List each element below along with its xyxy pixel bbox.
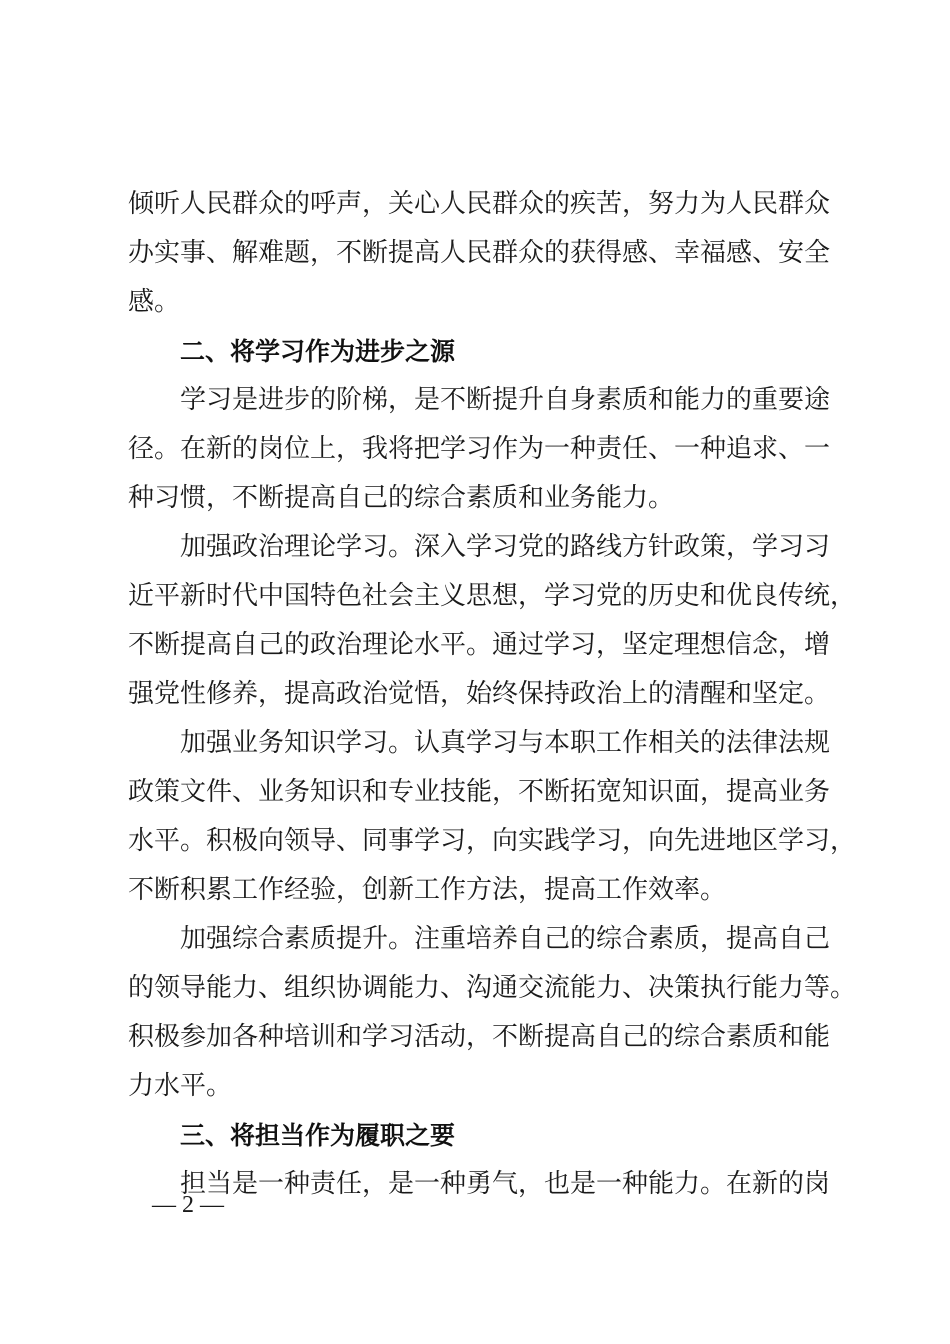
text-line: 倾听人民群众的呼声，关心人民群众的疾苦，努力为人民群众 xyxy=(128,189,831,219)
text-line: 强党性修养，提高政治觉悟，始终保持政治上的清醒和坚定。 xyxy=(128,679,831,709)
text-line: 加强业务知识学习。认真学习与本职工作相关的法律法规 xyxy=(180,728,831,758)
text-line: 的领导能力、组织协调能力、沟通交流能力、决策执行能力等。 xyxy=(128,973,857,1003)
text-line: 近平新时代中国特色社会主义思想，学习党的历史和优良传统， xyxy=(128,581,857,611)
text-line: 加强综合素质提升。注重培养自己的综合素质，提高自己 xyxy=(180,924,831,954)
text-line: 感。 xyxy=(128,287,181,317)
paragraph-1 xyxy=(128,180,830,327)
text-line: 加强政治理论学习。深入学习党的路线方针政策，学习习 xyxy=(180,532,831,562)
text-line: 种习惯，不断提高自己的综合素质和业务能力。 xyxy=(128,483,675,513)
paragraph-4 xyxy=(128,719,857,915)
section-heading-2: 二、将学习作为进步之源 xyxy=(180,337,456,366)
paragraph-2 xyxy=(128,376,830,523)
text-line: 政策文件、业务知识和专业技能，不断拓宽知识面，提高业务 xyxy=(128,777,831,807)
text-line: 水平。积极向领导、同事学习，向实践学习，向先进地区学习， xyxy=(128,826,857,856)
paragraph-3 xyxy=(128,523,857,719)
text-line: 不断提高自己的政治理论水平。通过学习，坚定理想信念，增 xyxy=(128,630,831,660)
text-line: 力水平。 xyxy=(128,1071,233,1101)
text-line: 担当是一种责任，是一种勇气，也是一种能力。在新的岗 xyxy=(180,1169,831,1199)
document-body xyxy=(128,180,857,1209)
page-number: — 2 — xyxy=(152,1192,224,1218)
paragraph-6 xyxy=(128,1160,830,1209)
text-line: 办实事、解难题，不断提高人民群众的获得感、幸福感、安全 xyxy=(128,238,831,268)
text-line: 学习是进步的阶梯，是不断提升自身素质和能力的重要途 xyxy=(180,385,831,415)
paragraph-5 xyxy=(128,915,857,1111)
text-line: 积极参加各种培训和学习活动，不断提高自己的综合素质和能 xyxy=(128,1022,831,1052)
text-line: 不断积累工作经验，创新工作方法，提高工作效率。 xyxy=(128,875,727,905)
section-heading-3: 三、将担当作为履职之要 xyxy=(180,1121,456,1150)
text-line: 径。在新的岗位上，我将把学习作为一种责任、一种追求、一 xyxy=(128,434,831,464)
